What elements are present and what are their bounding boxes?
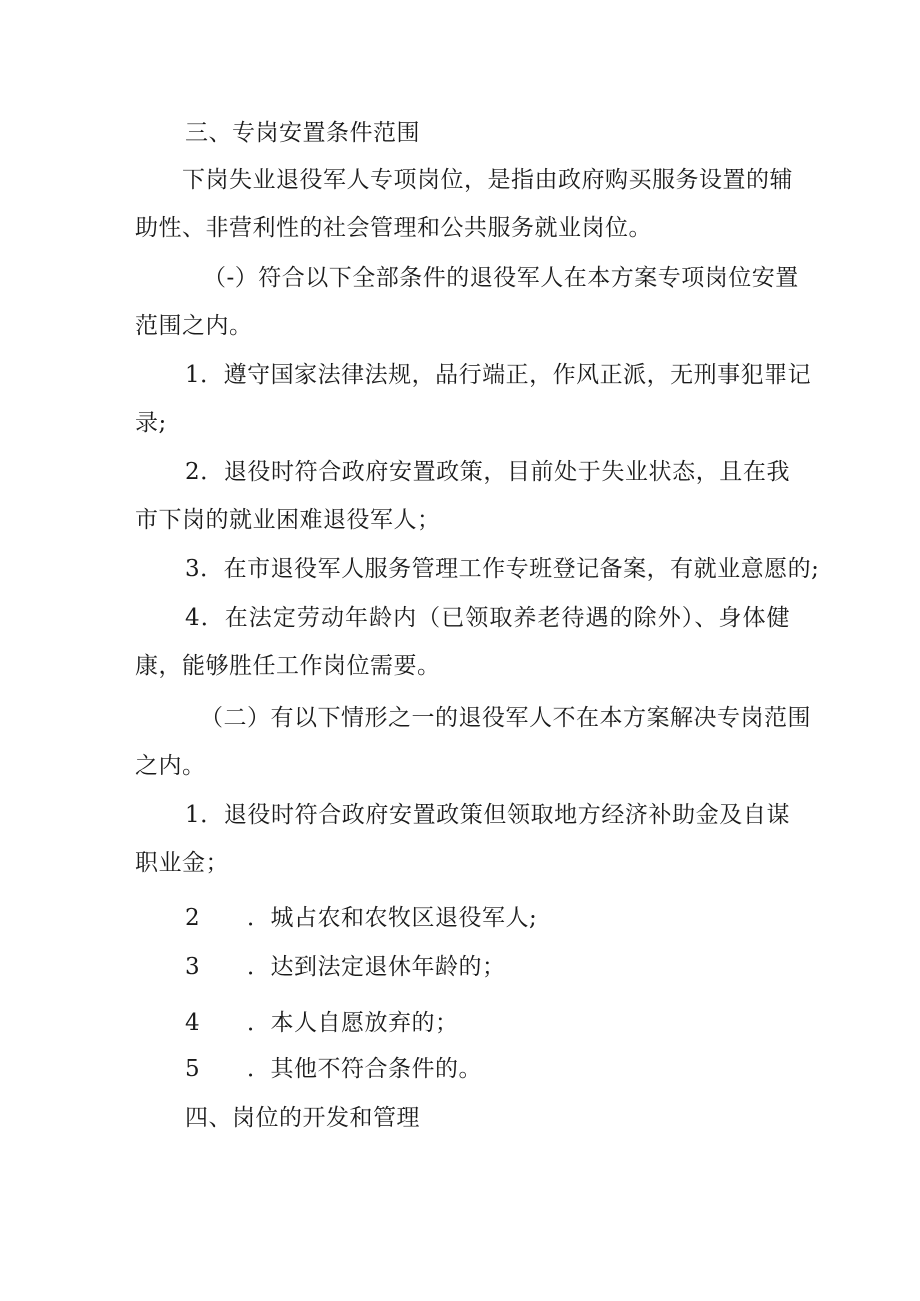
subsection-2-line-1: （二）有以下情形之一的退役军人不在本方案解决专岗范围 — [200, 705, 811, 731]
subsection-2-item-3 — [185, 952, 506, 982]
item-text: ．其他不符合条件的。 — [247, 1056, 482, 1082]
section-3-intro-line-2: 助性、非营利性的社会管理和公共服务就业岗位。 — [135, 215, 652, 241]
subsection-1-line-2: 范围之内。 — [135, 313, 253, 339]
subsection-2-item-5 — [185, 1054, 482, 1084]
section-3-heading: 三、专岗安置条件范围 — [185, 120, 420, 146]
subsection-1-item-4-line-2: 康，能够胜任工作岗位需要。 — [135, 653, 441, 679]
item-text: ．达到法定退休年龄的； — [247, 954, 506, 980]
subsection-1-item-1-line-2: 录; — [135, 410, 167, 436]
subsection-1-item-2-line-1: 2．退役时符合政府安置政策，目前处于失业状态，且在我 — [185, 459, 790, 485]
subsection-2-item-4 — [185, 1008, 459, 1038]
section-4-heading: 四、岗位的开发和管理 — [185, 1105, 420, 1131]
subsection-1-item-1-line-1: 1．遵守国家法律法规，品行端正，作风正派，无刑事犯罪记 — [185, 362, 812, 388]
section-3-intro-line-1: 下岗失业退役军人专项岗位，是指由政府购买服务设置的辅 — [182, 167, 793, 193]
subsection-1-item-2-line-2: 市下岗的就业困难退役军人； — [135, 507, 441, 533]
subsection-2-line-2: 之内。 — [135, 753, 206, 779]
subsection-2-item-2 — [185, 903, 537, 933]
subsection-2-item-1-line-1: 1．退役时符合政府安置政策但领取地方经济补助金及自谋 — [185, 802, 790, 828]
item-number: 2 — [185, 905, 201, 931]
subsection-1-item-3-line-1: 3．在市退役军人服务管理工作专班登记备案，有就业意愿的; — [185, 556, 820, 582]
item-text: ．本人自愿放弃的； — [247, 1010, 459, 1036]
item-number: 3 — [185, 954, 201, 980]
subsection-1-item-4-line-1: 4．在法定劳动年龄内（已领取养老待遇的除外）、身体健 — [185, 605, 790, 631]
subsection-2-item-1-line-2: 职业金； — [135, 850, 229, 876]
item-number: 4 — [185, 1010, 201, 1036]
item-number: 5 — [185, 1056, 201, 1082]
item-text: ．城占农和农牧区退役军人; — [247, 905, 538, 931]
subsection-1-line-1: （-）符合以下全部条件的退役军人在本方案专项岗位安置 — [203, 265, 799, 291]
